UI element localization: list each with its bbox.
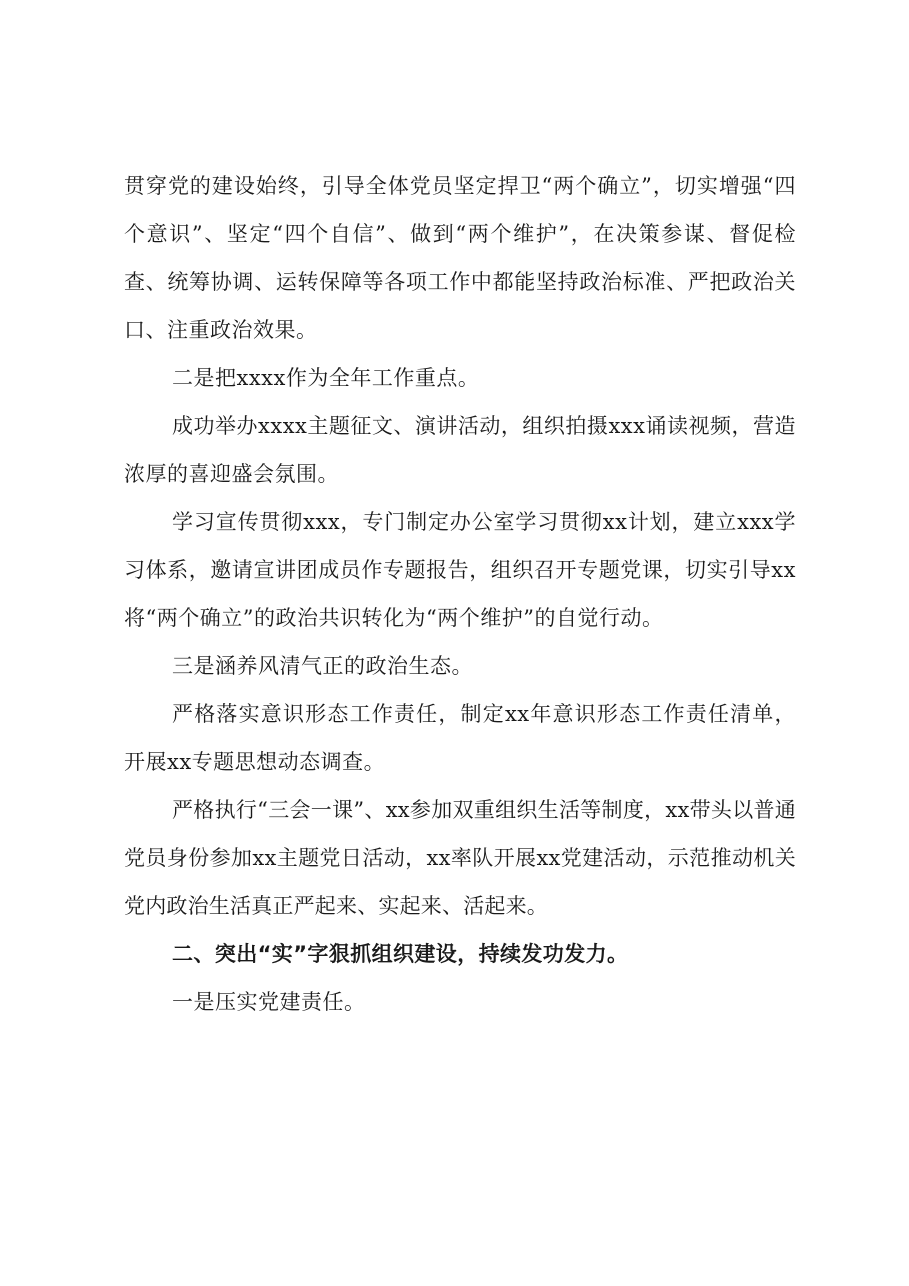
subheading-one: 一是压实党建责任。	[172, 990, 366, 1014]
paragraph-organizational-life: 严格执行“三会一课”、xx参加双重组织生活等制度，xx带头以普通党员身份参加xx主题党日活动，xx率队开展xx党建活动，示范推动机关党内政治生活真正严起来、实起来、活起来。	[124, 798, 796, 918]
section-heading-two: 二、突出“实”字狠抓组织建设，持续发功发力。	[172, 942, 629, 966]
subheading-two: 二是把xxxx作为全年工作重点。	[172, 366, 480, 390]
paragraph-ideology-responsibility: 严格落实意识形态工作责任，制定xx年意识形态工作责任清单，开展xx专题思想动态调查。	[124, 702, 796, 774]
paragraph-study-promotion: 学习宣传贯彻xxx，专门制定办公室学习贯彻xx计划，建立xxx学习体系，邀请宣讲团成员作专题报告，组织召开专题党课，切实引导xx将“两个确立”的政治共识转化为“两个维护”的自觉行动。	[124, 510, 796, 630]
paragraph-continuation: 贯穿党的建设始终，引导全体党员坚定捍卫“两个确立”，切实增强“四个意识”、坚定“四个自信”、做到“两个维护”，在决策参谋、督促检查、统筹协调、运转保障等各项工作中都能坚持政治标准、严把政治关口、注重政治效果。	[124, 174, 796, 342]
subheading-three: 三是涵养风清气正的政治生态。	[172, 654, 473, 678]
document-body	[124, 162, 796, 1026]
paragraph-essay-activity: 成功举办xxxx主题征文、演讲活动，组织拍摄xxx诵读视频，营造浓厚的喜迎盛会氛围。	[124, 414, 796, 486]
